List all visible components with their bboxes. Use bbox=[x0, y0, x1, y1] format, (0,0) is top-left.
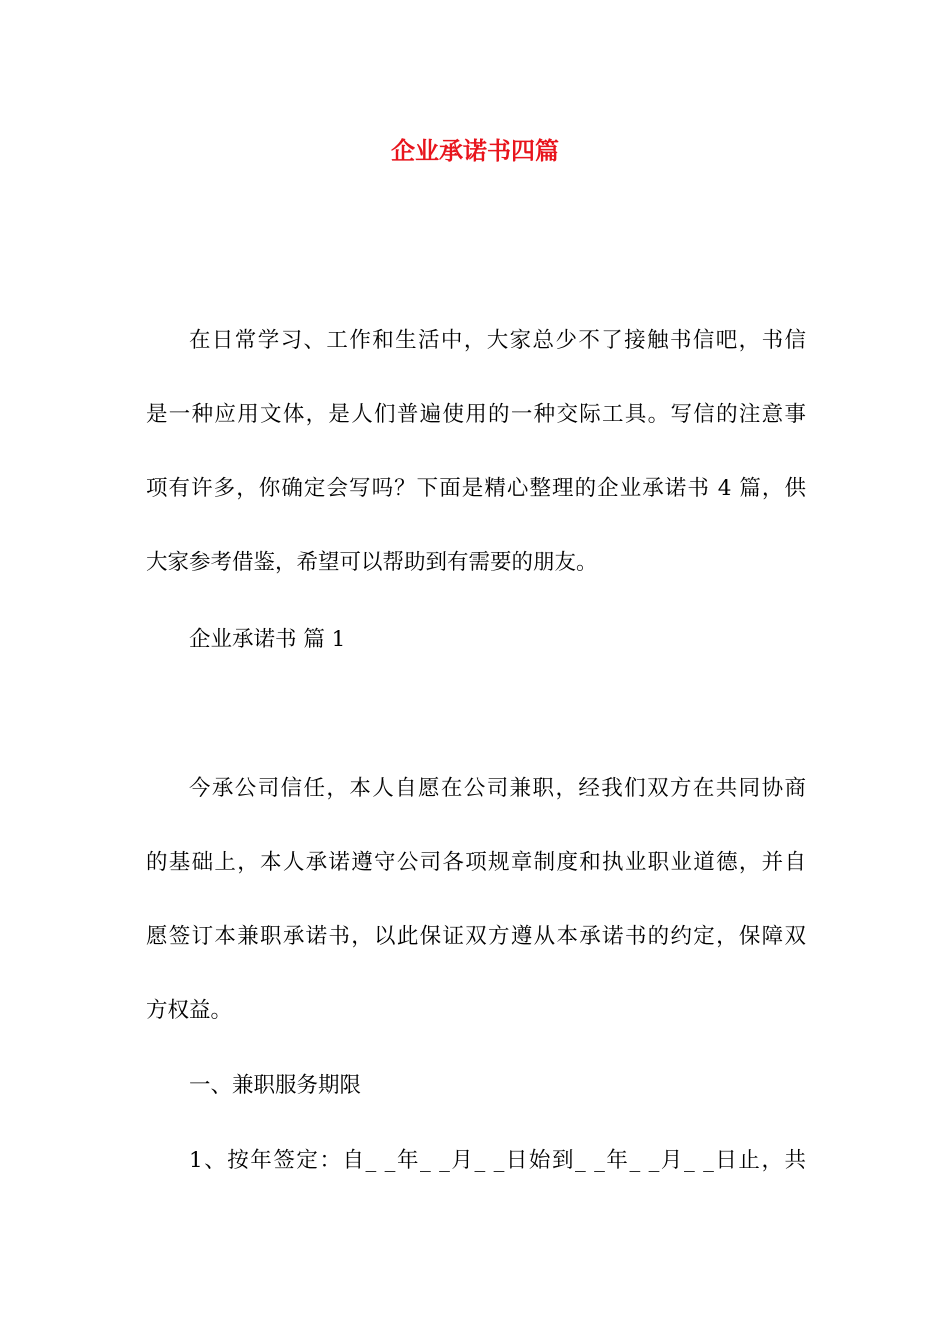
intro-line-2: 是一种应用文体，是人们普遍使用的一种交际工具。写信的注意事 bbox=[146, 402, 806, 427]
intro-line-4: 大家参考借鉴，希望可以帮助到有需要的朋友。 bbox=[146, 550, 598, 575]
paragraph-line-3: 愿签订本兼职承诺书，以此保证双方遵从本承诺书的约定，保障双 bbox=[146, 924, 806, 949]
section-heading: 企业承诺书 篇 1 bbox=[189, 627, 346, 652]
paragraph-line-2: 的基础上，本人承诺遵守公司各项规章制度和执业职业道德，并自 bbox=[146, 850, 806, 875]
document-title: 企业承诺书四篇 bbox=[391, 136, 559, 165]
paragraph-line-1: 今承公司信任，本人自愿在公司兼职，经我们双方在共同协商 bbox=[189, 776, 806, 801]
intro-line-1: 在日常学习、工作和生活中，大家总少不了接触书信吧，书信 bbox=[189, 328, 806, 353]
intro-line-3: 项有许多，你确定会写吗？下面是精心整理的企业承诺书 4 篇，供 bbox=[146, 476, 806, 501]
item-heading: 一、兼职服务期限 bbox=[189, 1073, 362, 1098]
item-line-1: 1、按年签定：自_ _年_ _月_ _日始到_ _年_ _月_ _日止，共 bbox=[189, 1148, 806, 1173]
paragraph-line-4: 方权益。 bbox=[146, 998, 233, 1023]
